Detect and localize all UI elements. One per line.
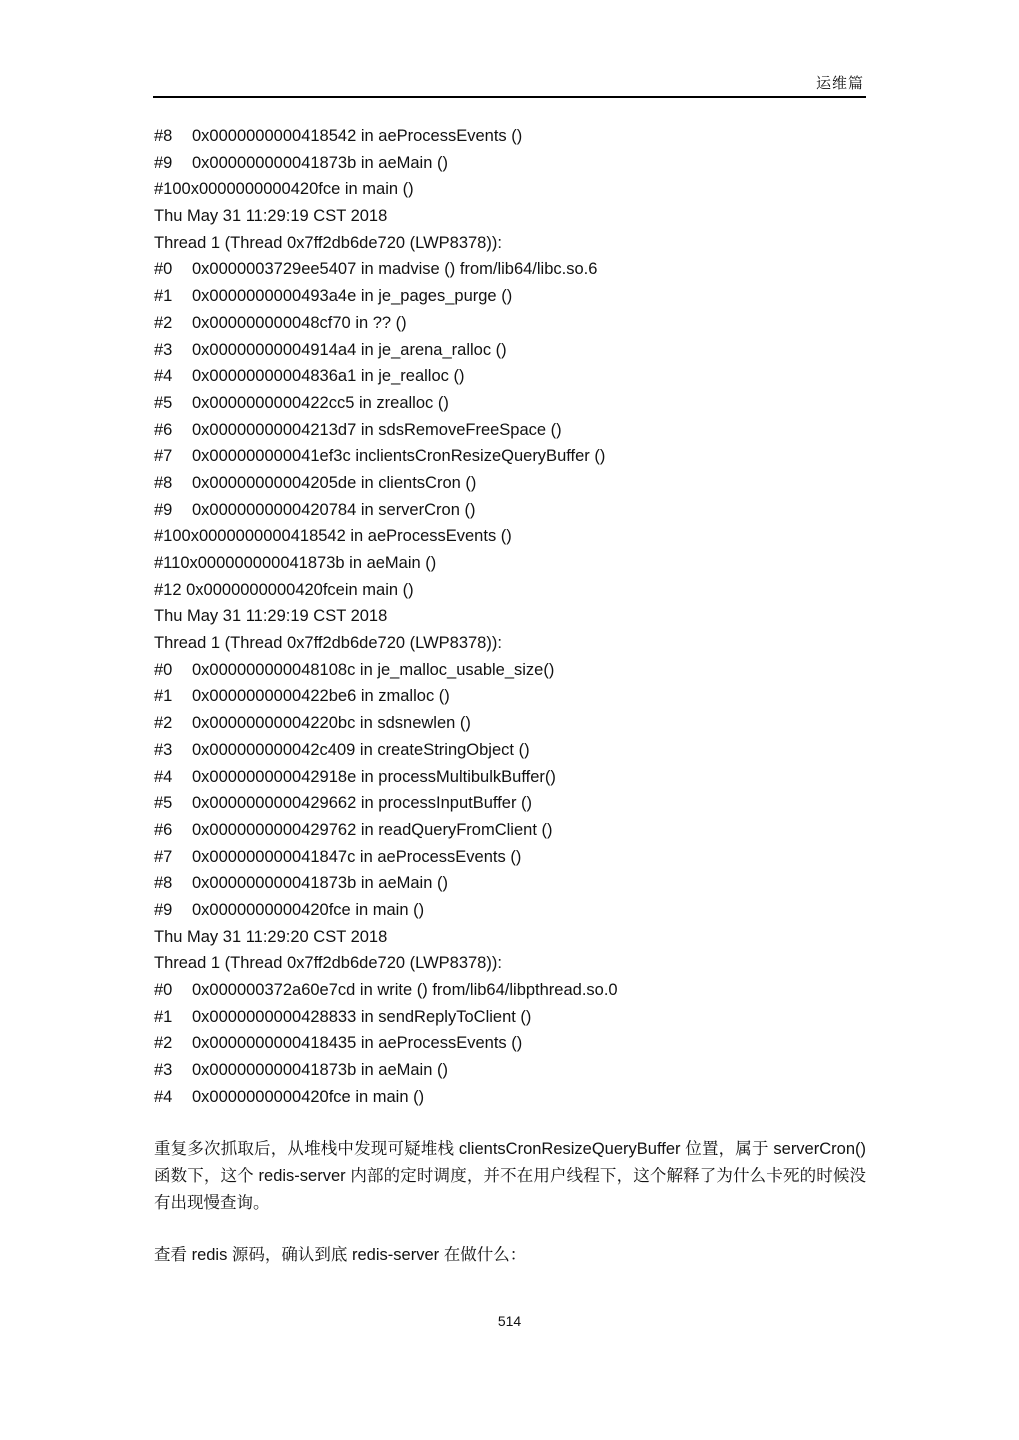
frame-number: #6 [154,420,173,439]
trace-info-line [154,630,866,657]
trace-text: 0x00000000004914a4 in je_arena_ralloc () [192,340,507,359]
stack-trace-block [154,123,866,1110]
trace-text: Thread 1 (Thread 0x7ff2db6de720 (LWP8378)): [154,954,502,973]
trace-text: 0x000000000041ef3c inclientsCronResizeQueryBuffer () [192,447,606,466]
page-number: 514 [497,1313,522,1329]
frame-number: #4 [154,1087,173,1106]
trace-text: 0x000000000048108c in je_malloc_usable_size() [192,660,555,679]
stack-frame-line [154,657,866,684]
frame-number: #0 [154,660,173,679]
frame-number: #5 [154,794,173,813]
frame-number: #11 [154,554,181,572]
header-title: 运维篇 [815,75,864,92]
trace-text: 0x00000000004220bc in sdsnewlen () [192,714,471,733]
trace-text: Thu May 31 11:29:19 CST 2018 [154,607,388,626]
stack-frame-line [154,363,866,390]
stack-frame-line [154,150,866,177]
source-check-paragraph: 查看 redis 源码，确认到底 redis-server 在做什么： [154,1246,527,1264]
frame-number: #2 [154,313,173,332]
trace-info-line [154,203,866,230]
stack-frame-line [154,283,866,310]
stack-frame-line [154,1004,866,1031]
trace-text: 0x0000000000422be6 in zmalloc () [192,687,450,706]
trace-text: 0x0000000000429662 in processInputBuffer () [192,794,533,813]
trace-text: 0x0000000000420fce in main () [181,180,414,199]
stack-frame-line [154,390,866,417]
trace-text: 0x00000000004836a1 in je_realloc () [192,367,465,386]
trace-text: 0x0000003729ee5407 in madvise () from/lib64/libc.so.6 [192,260,598,279]
trace-text: 0x000000000042c409 in createStringObject () [192,740,530,759]
frame-number: #2 [154,714,173,733]
frame-number: #0 [154,981,173,999]
trace-text: Thu May 31 11:29:20 CST 2018 [154,927,388,946]
frame-number: #5 [154,393,173,412]
trace-text: Thu May 31 11:29:19 CST 2018 [154,207,388,226]
frame-number: #9 [154,900,173,919]
frame-number: #7 [154,447,173,466]
stack-frame-line [154,123,866,150]
trace-text: 0x0000000000418435 in aeProcessEvents () [192,1034,523,1053]
page-header [153,68,866,98]
stack-frame-line [154,870,866,897]
frame-number: #3 [154,740,173,759]
frame-number: #7 [154,847,173,866]
frame-number: #3 [154,1061,173,1080]
trace-info-line [154,230,866,257]
trace-text: 0x0000000000422cc5 in zrealloc () [192,393,449,412]
frame-number: #6 [154,820,173,839]
frame-number: #9 [154,153,173,172]
trace-text: 0x000000000042918e in processMultibulkBuffer() [192,767,556,786]
frame-number: #4 [154,367,173,386]
trace-text: 0x0000000000493a4e in je_pages_purge () [192,287,513,306]
stack-frame-line [154,470,866,497]
trace-text: Thread 1 (Thread 0x7ff2db6de720 (LWP8378)): [154,634,502,653]
frame-number: #2 [154,1034,173,1053]
trace-text: 0x000000000041873b in aeMain () [192,874,448,893]
frame-number: #8 [154,473,173,492]
frame-number: #8 [154,127,173,145]
trace-info-line [154,950,866,977]
stack-frame-line [154,844,866,871]
trace-text: 0x000000000041873b in aeMain () [192,1061,448,1080]
trace-text: 0x0000000000420fce in main () [192,900,425,919]
trace-text: 0x0000000000428833 in sendReplyToClient () [192,1007,532,1026]
stack-frame-line [154,790,866,817]
frame-number: #12 [154,580,187,599]
analysis-paragraph: 重复多次抓取后，从堆栈中发现可疑堆栈 clientsCronResizeQueryBuffer 位置，属于 serverCron()函数下，这个 redis-server 内部的定时调度，并不在用户线程下，这个解释了为什么卡死的时候没有出现慢查询。 [154,1140,866,1212]
frame-number: #9 [154,500,173,519]
stack-frame-line [154,523,866,550]
stack-frame-line [154,1057,866,1084]
trace-text: 0x000000372a60e7cd in write () from/lib64/libpthread.so.0 [192,981,618,999]
stack-frame-line [154,256,866,283]
trace-info-line [154,924,866,951]
trace-text: 0x0000000000418542 in aeProcessEvents () [192,127,523,145]
frame-number: #4 [154,767,173,786]
frame-number: #10 [154,180,182,199]
stack-frame-line [154,443,866,470]
trace-text: 0x00000000004205de in clientsCron () [192,473,477,492]
trace-text: Thread 1 (Thread 0x7ff2db6de720 (LWP8378)): [154,233,502,252]
stack-frame-line [154,310,866,337]
stack-frame-line [154,337,866,364]
stack-frame-line [154,683,866,710]
stack-frame-line [154,764,866,791]
trace-text: 0x00000000004213d7 in sdsRemoveFreeSpace () [192,420,562,439]
stack-frame-line [154,1030,866,1057]
trace-text: 0x0000000000429762 in readQueryFromClient () [192,820,553,839]
frame-number: #1 [154,687,173,706]
frame-number: #1 [154,287,173,306]
stack-frame-line [154,417,866,444]
trace-info-line [154,603,866,630]
stack-frame-line [154,977,866,1004]
trace-text: 0x000000000041873b in aeMain () [192,153,448,172]
stack-frame-line [154,817,866,844]
stack-frame-line [154,737,866,764]
trace-text: 0x000000000041847c in aeProcessEvents () [192,847,522,866]
stack-frame-line [154,497,866,524]
frame-number: #0 [154,260,173,279]
frame-number: #8 [154,874,173,893]
trace-text: 0x0000000000418542 in aeProcessEvents () [181,527,512,546]
trace-text: 0x0000000000420784 in serverCron () [192,500,476,519]
frame-number: #1 [154,1007,173,1026]
trace-text: 0x000000000048cf70 in ?? () [192,313,407,332]
stack-frame-line [154,577,866,604]
stack-frame-line [154,897,866,924]
stack-frame-line [154,1084,866,1111]
stack-frame-line [154,550,866,577]
stack-frame-line [154,710,866,737]
frame-number: #10 [154,527,182,546]
frame-number: #3 [154,340,173,359]
trace-text: 0x0000000000420fcein main () [186,580,414,599]
trace-text: 0x000000000041873b in aeMain () [180,554,437,572]
stack-frame-line [154,176,866,203]
trace-text: 0x0000000000420fce in main () [192,1087,425,1106]
